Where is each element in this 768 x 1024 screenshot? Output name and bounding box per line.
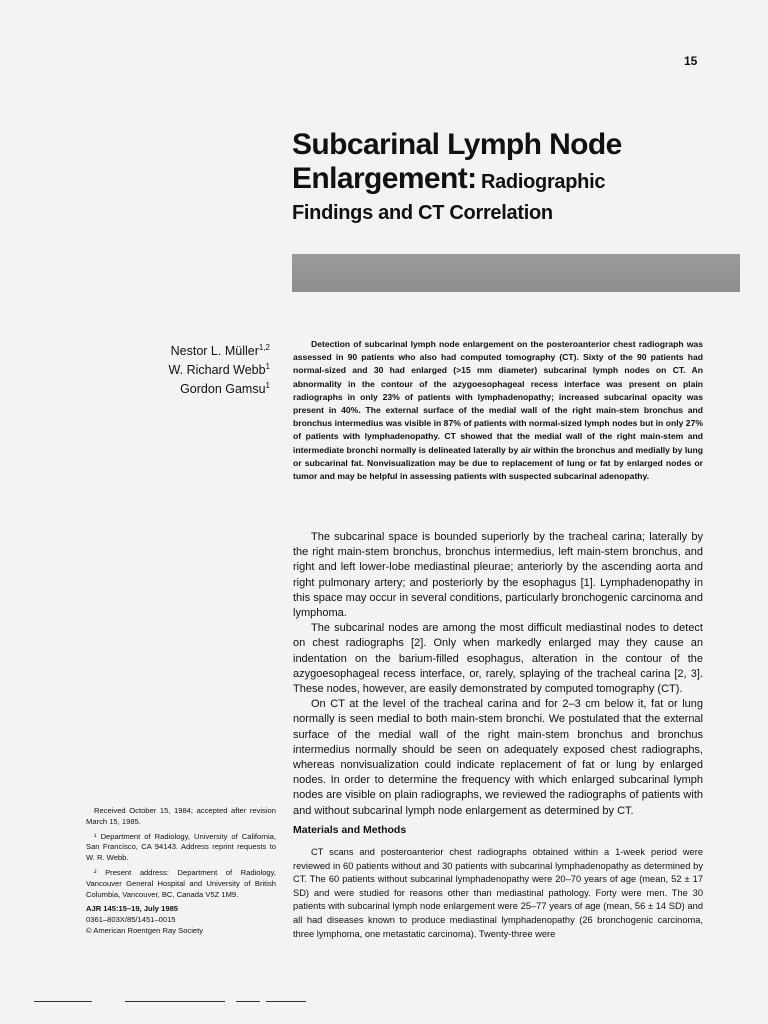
issn: 0361–803X/85/1451–0015: [86, 915, 176, 925]
footnotes: [86, 806, 276, 937]
footnote-2: ² Present address: Department of Radiology, Vancouver General Hospital and University of British Columbia, Vancouver, BC, Canada V5Z 1M9.: [86, 867, 276, 899]
scan-rule: [236, 1001, 260, 1002]
title-line-2-sub: Radiographic: [480, 171, 606, 193]
methods-text: CT scans and posteroanterior chest radiographs obtained within a 1-week period were reviewed in 60 patients without and 30 patients with subcarinal lymphadenopathy as determined by CT. The 60 patients without subcarinal lymphadenopathy were 20–70 years of age (mean, 52 ± 17 SD) and were studied for reasons other than mediastinal pathology. Forty were men. The 30 patients with subcarinal lymph node enlargement were 25–77 years of age (mean, 56 ± 14 SD) and all had diseases known to produce mediastinal lymphadenopathy (26 bronchogenic carcinoma, three lymphoma, one metastatic carcinoma). Twenty-three were: [293, 847, 703, 939]
scan-rule: [34, 1001, 92, 1002]
title-line-2-main: Enlargement:: [292, 162, 477, 195]
title-line-3: Findings and CT Correlation: [292, 202, 553, 224]
journal-citation: AJR 145:15–19, July 1985: [86, 904, 179, 914]
footnote-1: ¹ Department of Radiology, University of California, San Francisco, CA 94143. Address reprint requests to W. R. Webb.: [86, 831, 276, 863]
page-number: 15: [684, 54, 698, 68]
publication-meta: [86, 904, 276, 936]
scan-rule: [266, 1001, 306, 1002]
title-line-1: Subcarinal Lymph Node: [292, 128, 622, 161]
body-paragraph: On CT at the level of the tracheal carina and for 2–3 cm below it, fat or lung normally is seen medial to both main-stem bronchi. We postulated that the external surface of the medial wall of the right main-stem bronchus and bronchus intermedius normally should be seen on adequately exposed chest radiographs, whereas nonvisualization could indicate replacement of fat or lung by enlarged nodes. In order to determine the frequency with which enlarged subcarinal lymph nodes are visible on plain radiographs, we reviewed the radiographs of patients with and without subcarinal lymph node enlargement as determined by CT.: [293, 698, 703, 817]
author: W. Richard Webb$^1$: [168, 362, 270, 378]
author: Gordon Gamsu$^1$: [180, 381, 270, 397]
received-note: Received October 15, 1984; accepted after revision March 15, 1985.: [86, 806, 276, 826]
body-paragraph: The subcarinal nodes are among the most difficult mediastinal nodes to detect on chest radiographs [2]. Only when markedly enlarged may they cause an indentation on the barium-filled esophagus, alteration in the contour of the azygoesophageal recess interface, or, rarely, splaying of the tracheal carina [2, 3]. These nodes, however, are easily demonstrated by computed tomography (CT).: [293, 622, 703, 696]
body-paragraph: The subcarinal space is bounded superiorly by the tracheal carina; laterally by the right main-stem bronchus, bronchus intermedius, left main-stem bronchus, and right and left lower-lobe mediastinal pleurae; anteriorly by the ascending aorta and right pulmonary artery; and posteriorly by the esophagus [1]. Lymphadenopathy in this space may occur in several conditions, particularly bronchogenic carcinoma and lymphoma.: [293, 531, 703, 620]
methods-heading: Materials and Methods: [293, 824, 407, 836]
introduction-text: [293, 530, 703, 819]
title-banner-bar: [292, 254, 740, 292]
scan-rule: [125, 1001, 225, 1002]
copyright: © American Roentgen Ray Society: [86, 925, 204, 935]
article-title: [292, 128, 732, 226]
abstract: Detection of subcarinal lymph node enlargement on the posteroanterior chest radiograph was assessed in 90 patients who also had computed tomography (CT). Sixty of the 90 patients had normal-sized and 30 had enlarged (>15 mm diameter) subcarinal lymph nodes on CT. An abnormality in the contour of the azygoesophageal recess interface was present on plain radiographs in only 23% of patients with lymphadenopathy; increased subcarinal opacity was present in 40%. The external surface of the medial wall of the right main-stem bronchus and bronchus intermedius was visible in 87% of patients with normal-sized lymph nodes but in only 27% of patients with lymphadenopathy. CT showed that the medial wall of the right main-stem and intermediate bronchi normally is delineated laterally by air within the bronchus and medially by lung or subcarinal fat. Nonvisualization may be due to replacement of lung or fat by enlarged nodes or tumor and may be helpful in assessing patients with suspected subcarinal adenopathy.: [293, 339, 703, 482]
author: Nestor L. Müller$^{1,2}$: [170, 343, 270, 359]
author-list: [120, 340, 270, 397]
